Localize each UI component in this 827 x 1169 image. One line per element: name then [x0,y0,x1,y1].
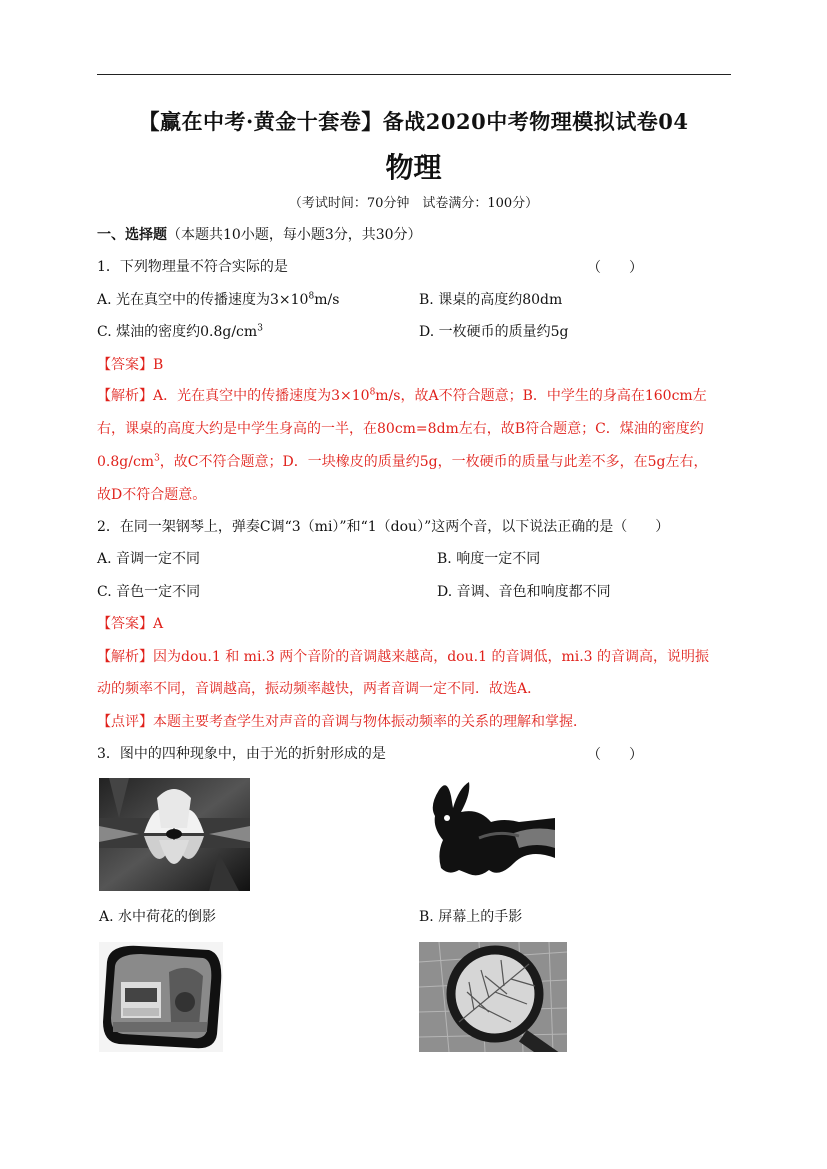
q1-option-c-text: C. 煤油的密度约0.8g/cm [97,324,258,340]
q1-option-b: B. 课桌的高度约80dm [419,292,563,308]
q3-option-b: B. 屏幕上的手影 [419,909,523,925]
q1-option-a-text: A. 光在真空中的传播速度为3×10 [97,292,309,308]
q1-answer-paren: （ ） [587,260,643,276]
section-heading-label: 一、选择题 [97,227,167,243]
hand-shadow-image [419,778,555,891]
section-note: （本题共10小题，每小题3分，共30分） [167,227,422,243]
q2-option-a: A. 音调一定不同 [97,551,201,567]
q1-option-c [97,322,263,342]
exam-info: （考试时间：70分钟 试卷满分：100分） [288,196,539,211]
magnifier-leaf-image [419,942,567,1052]
q1-analysis-l1-exponent: 8 [369,387,376,398]
q1-analysis-l3-text: 0.8g/cm [97,454,155,470]
q1-analysis-l1-rest: m/s，故A不符合题意；B．中学生的身高在160cm左 [375,388,707,404]
q3-stem: 3．图中的四种现象中，由于光的折射形成的是 [97,746,386,762]
q1-analysis-line-1 [97,386,707,406]
q2-option-b: B. 响度一定不同 [437,551,541,567]
q1-analysis-line-2: 右，课桌的高度大约是中学生身高的一半，在80cm=8dm左右，故B符合题意；C．煤油的密度约 [97,421,704,437]
q1-analysis-l3-rest: ，故C不符合题意；D．一块橡皮的质量约5g，一枚硬币的质量与此差不多，在5g左右， [159,454,708,470]
q2-option-d: D. 音调、音色和响度都不同 [437,584,611,600]
q2-option-c: C. 音色一定不同 [97,584,201,600]
q1-option-a-unit: m/s [314,292,340,308]
q1-analysis-line-3 [97,452,707,472]
q1-stem: 1．下列物理量不符合实际的是 [97,259,288,275]
document-title: 【赢在中考·黄金十套卷】备战2020中考物理模拟试卷04 [138,109,689,134]
q1-analysis-l1-text: 【解析】A．光在真空中的传播速度为3×10 [97,388,370,404]
q1-option-c-exponent: 3 [257,323,263,334]
subject-title: 物理 [385,151,442,184]
car-mirror-image [99,942,223,1052]
q1-option-a-exponent: 8 [308,291,315,302]
header-rule [97,74,731,75]
q3-option-a: A. 水中荷花的倒影 [99,909,217,925]
q3-answer-paren: （ ） [587,747,643,763]
q2-analysis-line-1: 【解析】因为dou.1 和 mi.3 两个音阶的音调越来越高，dou.1 的音调低，mi.3 的音调高，说明振 [97,649,709,665]
q2-analysis-line-2: 动的频率不同，音调越高，振动频率越快，两者音调一定不同．故选A． [97,681,542,697]
lotus-reflection-image [99,778,250,891]
q2-stem: 2．在同一架钢琴上，弹奏C调“3（mi）”和“1（dou）”这两个音，以下说法正确的是（ ） [97,519,670,535]
q1-analysis-l3-exponent: 3 [154,453,160,464]
q2-answer: 【答案】A [97,616,164,632]
q1-option-d: D. 一枚硬币的质量约5g [419,324,569,340]
q1-answer: 【答案】B [97,357,164,373]
q1-analysis-line-4: 故D不符合题意。 [97,487,207,503]
q2-comment: 【点评】本题主要考查学生对声音的音调与物体振动频率的关系的理解和掌握． [97,714,587,730]
section-heading [97,225,422,245]
q1-option-a [97,290,339,310]
